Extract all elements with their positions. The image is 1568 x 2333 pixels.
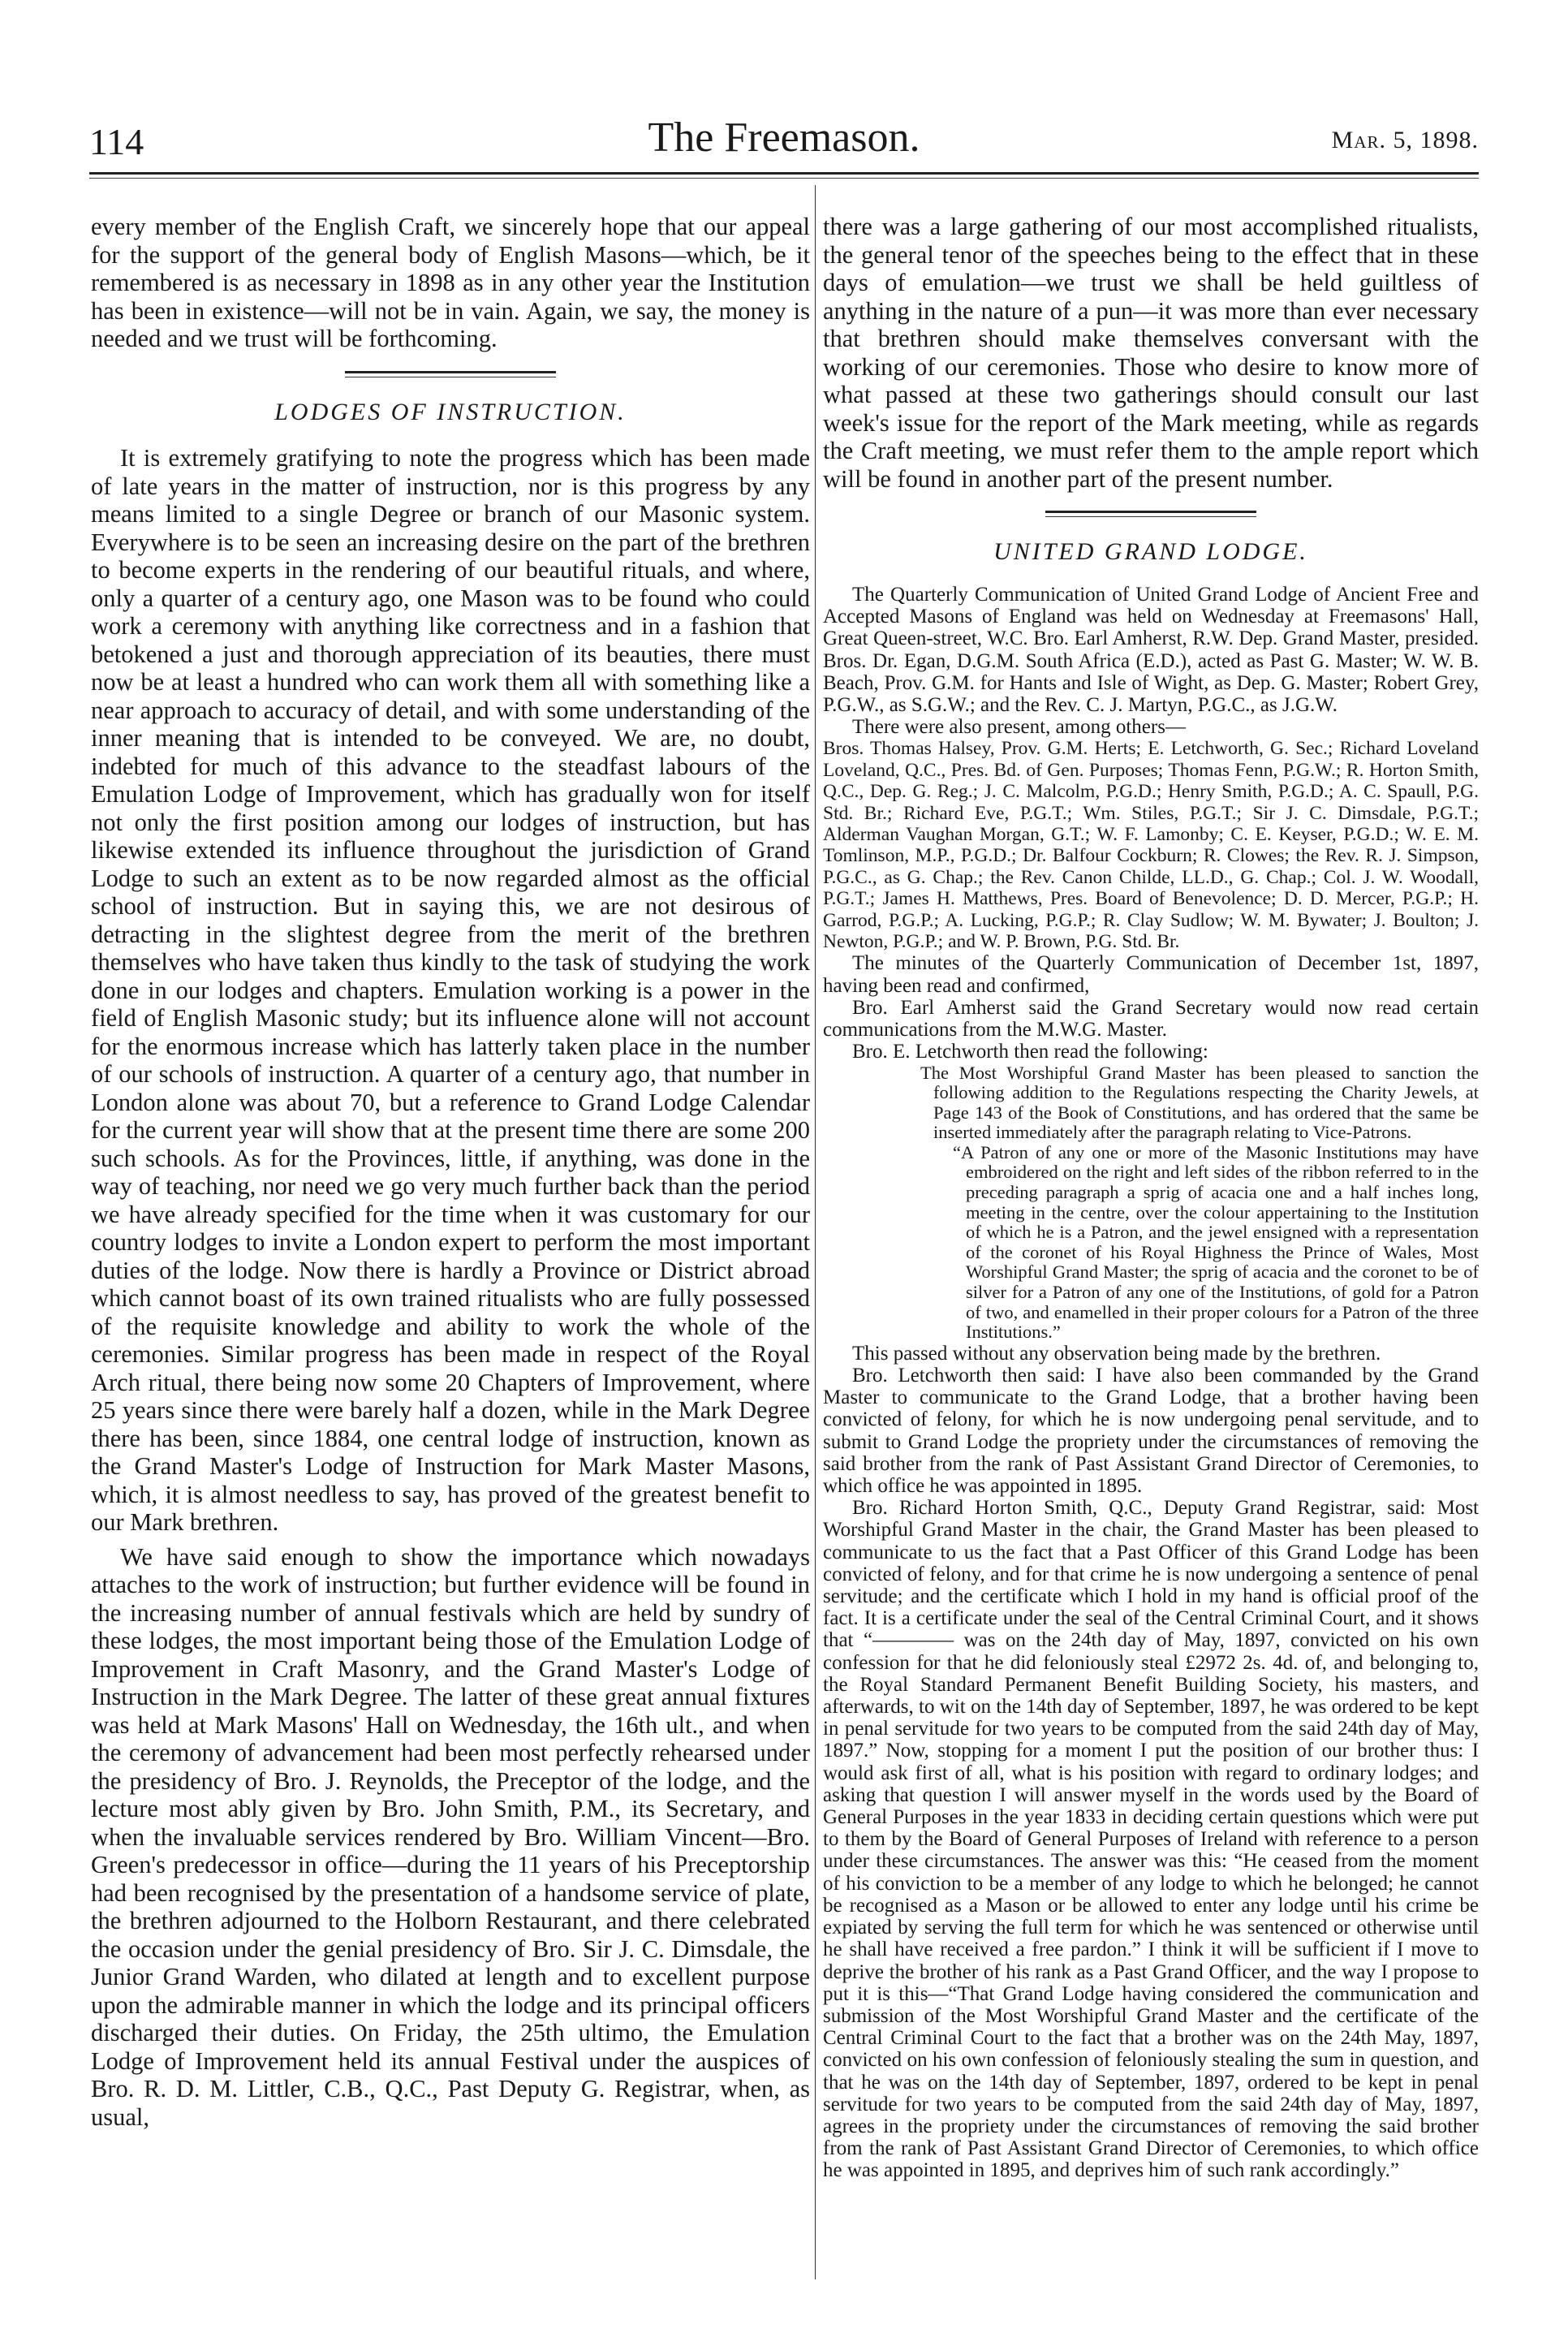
- paragraph: The Quarterly Communication of United Grand Lodge of Ancient Free and Accepted Masons of England was held on Wednesday at Freemasons' Hall, Great Queen-street, W.C. Bro. Earl Amherst, R.W. Dep. Grand Master, presided. Bros. Dr. Egan, D.G.M. South Africa (E.D.), acted as Past G. Master; W. W. B. Beach, Prov. G.M. for Hants and Isle of Wight, as Dep. G. Master; Robert Grey, P.G.W., as S.G.W.; and the Rev. C. J. Martyn, P.G.C., as J.G.W.: [823, 584, 1479, 717]
- quote-paragraph: “A Patron of any one or more of the Masonic Institutions may have embroidered on the right and left sides of the ribbon referred to in the preceding paragraph a sprig of acacia one and a half inches long, meeting in the centre, over the colour appertaining to the Institution of which he is a Patron, and the jewel ensigned with a representation of the coronet of his Royal Highness the Prince of Wales, Most Worshipful Grand Master; the sprig of acacia and the coronet to be of silver for a Patron of any one of the Institutions, of gold for a Patron of two, and enamelled in their proper colours for a Patron of the three Institutions.”: [953, 1141, 1479, 1343]
- paragraph: It is extremely gratifying to note the progress which has been made of late years in the matter of instruction, nor is this progress by any means limited to a single Degree or branch of our Masonic system. Everywhere is to be seen an increasing desire on the part of the brethren to become experts in the rendering of our beautiful rituals, and where, only a quarter of a century ago, one Mason was to be found who could work a ceremony with anything like correctness and in a fashion that betokened a just and thorough appreciation of its beauties, there must now be at least a hundred who can work them all with something like a near approach to accuracy of detail, and with some understanding of the inner meaning that is intended to be conveyed. We are, no doubt, indebted for much of this advance to the steadfast labours of the Emulation Lodge of Improvement, which has gradually won for itself not only the first position among our lodges of instruction, but has likewise extended its influence throughout the jurisdiction of Grand Lodge to such an extent as to be now regarded almost as the official school of instruction. But in saying this, we are not desirous of detracting in the slightest degree from the merit of the brethren themselves who have taken thus kindly to the task of studying the work done in our lodges and chapters. Emulation working is a power in the field of English Masonic study; but its influence alone will not account for the enormous increase which has latterly taken place in the number of our schools of instruction. A quarter of a century ago, that number in London alone was about 70, but a reference to Grand Lodge Calendar for the current year will show that at the present time there are some 200 such schools. As for the Provinces, little, if anything, was done in the way of teaching, nor need we go very much further back than the period we have already specified for the time when it was customary for our country lodges to invite a London expert to perform the most important duties of the lodge. Now there is hardly a Province or District abroad which cannot boast of its own trained ritualists who are fully possessed of the requisite knowledge and ability to work the whole of the ceremonies. Similar progress has been made in respect of the Royal Arch ritual, there being now some 20 Chapters of Improvement, where 25 years since there were barely half a dozen, while in the Mark Degree there has been, since 1884, one central lodge of instruction, known as the Grand Master's Lodge of Instruction for Mark Master Masons, which, it is almost needless to say, has proved of the greatest benefit to our Mark brethren.: [91, 444, 810, 1536]
- paragraph: The minutes of the Quarterly Communication of December 1st, 1897, having been read and confirmed,: [823, 952, 1479, 997]
- paragraph: Bro. E. Letchworth then read the following:: [852, 1041, 1208, 1063]
- right-column: [823, 213, 1479, 2182]
- page-number: 114: [89, 121, 144, 162]
- quote-paragraph: The Most Worshipful Grand Master has been pleased to sanction the following addition to the Regulations respecting the Charity Jewels, at Page 143 of the Book of Constitutions, and has ordered that the same be inserted immediately after the paragraph relating to Vice-Patrons.: [920, 1062, 1479, 1143]
- section-separator: [345, 371, 556, 377]
- paragraph: Bro. Richard Horton Smith, Q.C., Deputy Grand Registrar, said: Most Worshipful Grand Master in the chair, the Grand Master has been pleased to communicate to us the fact that a Past Officer of this Grand Lodge has been convicted of felony, and for that crime he is now undergoing a sentence of penal servitude; and the certificate which I hold in my hand is official proof of the fact. It is a certificate under the seal of the Central Criminal Court, and it shows that “———— was on the 24th day of May, 1897, convicted on his own confession for that he did feloniously steal £2972 2s. 4d. of, and belonging to, the Royal Standard Permanent Benefit Building Society, his masters, and afterwards, to wit on the 14th day of September, 1897, he was ordered to be kept in penal servitude for two years to be computed from the said 24th day of May, 1897.” Now, stopping for a moment I put the position of our brother thus: I would ask first of all, what is his position with regard to ordinary lodges; and asking that question I will answer myself in the words used by the Board of General Purposes in the year 1833 in deciding certain questions which were put to them by the Board of General Purposes of Ireland with reference to a person under these circumstances. The answer was this: “He ceased from the moment of his conviction to be a member of any lodge to which he belonged; he cannot be recognised as a Mason or be allowed to enter any lodge until his crime be expiated by serving the full term for which he was sentenced or otherwise until he shall have received a free pardon.” I think it will be sufficient if I move to deprive the brother of his rank as a Past Grand Officer, and the way I propose to put it is this—“That Grand Lodge having considered the communication and submission of the Most Worshipful Grand Master and the certificate of the Central Criminal Court to the fact that a brother was on the 24th May, 1897, convicted on his own confession of feloniously stealing the sum in question, and that he was on the 14th day of September, 1897, ordered to be kept in penal servitude for two years to be computed from the said 24th day of May, 1897, agrees in the propriety under the circumstances of removing the said brother from the rank of Past Assistant Grand Director of Ceremonies, to which office he was appointed in 1895, and deprives him of such rank accordingly.”: [823, 1497, 1479, 2182]
- left-column: [91, 213, 810, 2131]
- section-heading-lodges-of-instruction: LODGES OF INSTRUCTION.: [274, 398, 627, 425]
- paragraph: Bro. Earl Amherst said the Grand Secretary would now read certain communications from the M.W.G. Master.: [823, 996, 1479, 1041]
- page-header: [89, 114, 1479, 162]
- header-rule: [89, 172, 1479, 175]
- section-separator: [1045, 511, 1256, 517]
- grand-lodge-report: [823, 584, 1479, 2182]
- paragraph: every member of the English Craft, we sincerely hope that our appeal for the support of the general body of English Masons—which, be it remembered is as necessary in 1898 as in any other year the Institution has been in existence—will not be in vain. Again, we say, the money is needed and we trust will be forthcoming.: [91, 213, 810, 352]
- paragraph: there was a large gathering of our most accomplished ritualists, the general tenor of the speeches being to the effect that in these days of emulation—we trust we shall be held guiltless of anything in the nature of a pun—it was more than ever necessary that brethren should make themselves conversant with the working of our ceremonies. Those who desire to know more of what passed at these two gatherings should consult our last week's issue for the report of the Mark meeting, while as regards the Craft meeting, we must refer them to the ample report which will be found in another part of the present number.: [823, 213, 1479, 493]
- paragraph: There were also present, among others—: [852, 716, 1186, 739]
- paragraph: This passed without any observation being made by the brethren.: [852, 1342, 1381, 1365]
- quoted-regulation: [920, 1063, 1479, 1343]
- attendees-list: Bros. Thomas Halsey, Prov. G.M. Herts; E. Letchworth, G. Sec.; Richard Loveland Loveland, Q.C., Pres. Bd. of Gen. Purposes; Thomas Fenn, P.G.W.; R. Horton Smith, Q.C., Dep. G. Reg.; J. C. Malcolm, P.G.D.; Henry Smith, P.G.D.; A. C. Spaull, P.G. Std. Br.; Richard Eve, P.G.T.; Wm. Stiles, P.G.T.; Sir J. C. Dimsdale, P.G.T.; Alderman Vaughan Morgan, G.T.; W. F. Lamonby; C. E. Keyser, P.G.D.; W. E. M. Tomlinson, M.P., P.G.D.; Dr. Balfour Cockburn; R. Clowes; the Rev. R. J. Simpson, P.G.C., as G. Chap.; the Rev. Canon Childe, LL.D., G. Chap.; Col. J. W. Woodall, P.G.T.; James H. Matthews, Pres. Board of Benevolence; D. D. Mercer, P.G.P.; H. Garrod, P.G.P.; A. Lucking, P.G.P.; R. Clay Sudlow; W. M. Bywater; J. Boulton; J. Newton, P.G.P.; and W. P. Brown, P.G. Std. Br.: [823, 738, 1479, 953]
- header-rule-thin: [89, 178, 1479, 179]
- masthead-title: The Freemason.: [648, 114, 920, 161]
- section-heading-united-grand-lodge: UNITED GRAND LODGE.: [993, 538, 1308, 565]
- column-divider: [815, 185, 816, 2279]
- issue-date: Mar. 5, 1898.: [1331, 127, 1479, 153]
- paragraph: Bro. Letchworth then said: I have also been commanded by the Grand Master to communicate to the Grand Lodge, that a brother having been convicted of felony, for which he is now undergoing penal servitude, and to submit to Grand Lodge the propriety under the circumstances of removing the said brother from the rank of Past Assistant Grand Director of Ceremonies, to which office he was appointed in 1895.: [823, 1365, 1479, 1498]
- paragraph: We have said enough to show the importance which nowadays attaches to the work of instruction; but further evidence will be found in the increasing number of annual festivals which are held by sundry of these lodges, the most important being those of the Emulation Lodge of Improvement in Craft Masonry, and the Grand Master's Lodge of Instruction in the Mark Degree. The latter of these great annual fixtures was held at Mark Masons' Hall on Wednesday, the 16th ult., and when the ceremony of advancement had been most perfectly rehearsed under the presidency of Bro. J. Reynolds, the Preceptor of the lodge, and the lecture most ably given by Bro. John Smith, P.M., its Secretary, and when the invaluable services rendered by Bro. William Vincent—Bro. Green's predecessor in office—during the 11 years of his Preceptorship had been recognised by the presentation of a handsome service of plate, the brethren adjourned to the Holborn Restaurant, and there celebrated the occasion under the genial presidency of Bro. Sir J. C. Dimsdale, the Junior Grand Warden, who dilated at length and to excellent purpose upon the admirable manner in which the lodge and its principal officers discharged their duties. On Friday, the 25th ultimo, the Emulation Lodge of Improvement held its annual Festival under the auspices of Bro. R. D. M. Littler, C.B., Q.C., Past Deputy G. Registrar, when, as usual,: [91, 1542, 810, 2131]
